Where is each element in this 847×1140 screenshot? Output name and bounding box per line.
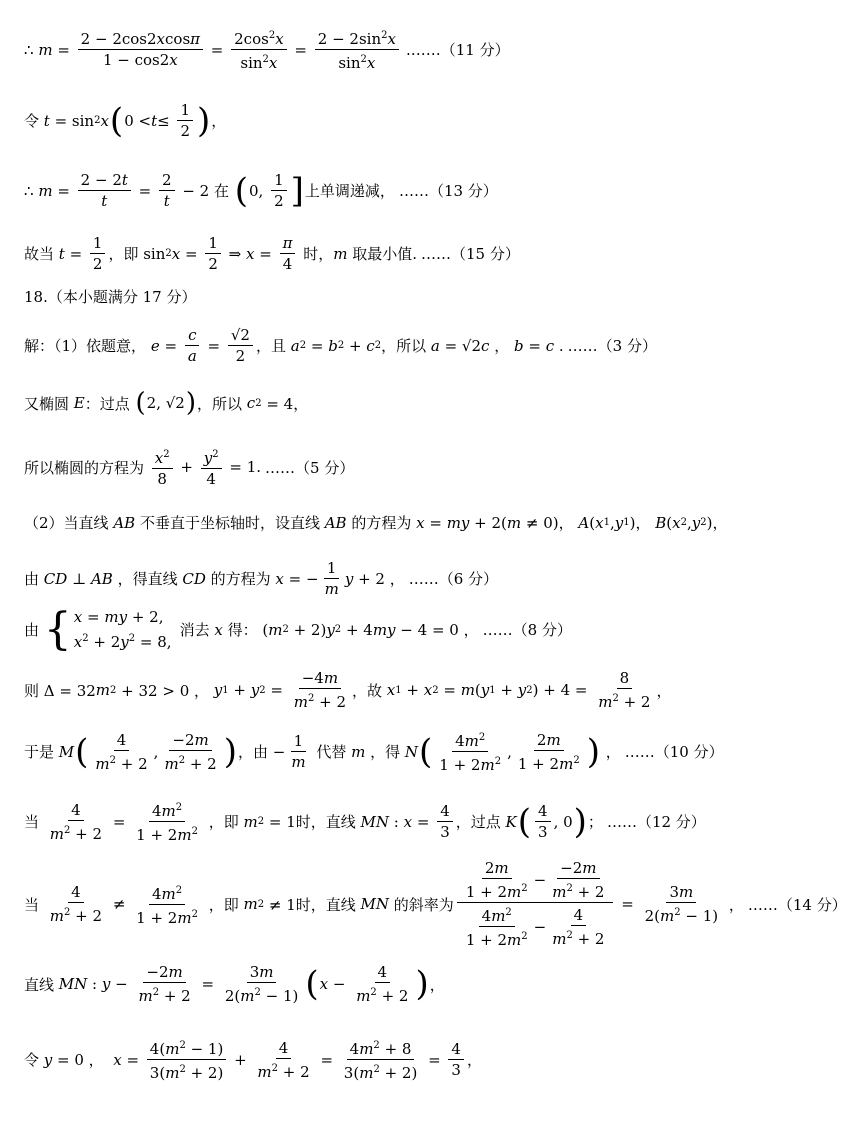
solution-line-13: ∴ m = $\frac{2 - 2t}{t}$ = $\frac{2}{t}$ − 2 在 ( 0, $\frac{1}{2}$ ] 上单调递减， ……（13 分） bbox=[24, 170, 498, 211]
solution-line-mn: 直线 MN : y − $\frac{-2m}{m^2 + 2}$ = $\frac{3m}{2(m^2 - 1)}$ ( x − $\frac{4}{m^2 + 2}$ ) ， bbox=[24, 963, 445, 1005]
solution-line-6: 由 CD ⊥ AB ，得直线 CD 的方程为 x = − $\frac{1}{m}$ y + 2 ， ……（6 分） bbox=[24, 559, 499, 598]
solution-line-15: 故当 t = $\frac{1}{2}$ ，即 sin 2 x = $\frac{1}{2}$ ⇒ x = $\frac{\pi}{4}$ 时， m 取最小值. ……（15 分） bbox=[24, 234, 520, 273]
solution-line-point: 又椭圆 E ：过点 ( 2, √2 ) ，所以 c 2 = 4， bbox=[24, 388, 309, 418]
problem-18-heading bbox=[24, 286, 196, 307]
solution-line-part2: （2）当直线 AB 不垂直于坐标轴时，设直线 AB 的方程为 x = my + 2( m ≠ 0)， A ( x 1 , y 1 )， B ( x 2 , y 2 )， bbox=[24, 513, 728, 532]
solution-line-10: 于是 M ( $\frac{4}{m^2 + 2}$ , $\frac{-2m}{m^2 + 2}$ ) ，由 − $\frac{1}{m}$ 代替 m ，得 N ( $\frac{4m^2}{1 + 2m^2}$ , $\frac{2m}{1 + 2m^2}$ ) ， ……（10 分） bbox=[24, 728, 724, 775]
solution-line-14: 当 $\frac{4}{m^2 + 2}$ ≠ $\frac{4m^2}{1 + 2m^2}$ ，即 m 2 ≠ 1时，直线 MN 的斜率为 $\frac{2m}{1 + 2m^2}$ − $\frac{-2m}{m^2 + 2}$ $\frac{4m^2}{1 + 2m^2}$ − $\frac{4}{m^2 + 2}$ = $\frac{3m}{2(m^2 - 1)}$ ， ……（14 分） bbox=[24, 859, 847, 949]
solution-line-5: 所以椭圆的方程为 $\frac{x^2}{8}$ + $\frac{y^2}{4}$ = 1. ……（5 分） bbox=[24, 445, 354, 489]
solution-line-12: 当 $\frac{4}{m^2 + 2}$ = $\frac{4m^2}{1 + 2m^2}$ ，即 m 2 = 1时，直线 MN : x = $\frac{4}{3}$ ，过点 K ( $\frac{4}{3}$ , 0 ) ； ……（12 分） bbox=[24, 798, 706, 845]
solution-line-8: 由 { x = my + 2, $x^2 + 2y^2 = 8$, 消去 x 得： ( m 2 + 2) y 2 + 4 my − 4 = 0 ， ……（8 分） bbox=[24, 603, 572, 655]
problem-18-title: 18.（本小题满分 17 分） bbox=[24, 288, 197, 306]
solution-line-11: ∴ m = $\frac{2 - 2\cos 2xcos\pi}{1 - \cos 2x}$ = $\frac{2\cos^2x}{\sin^2x}$ = $\frac{2 - 2\sin^2x}{\sin^2x}$ .……（11 分） bbox=[24, 26, 510, 73]
solution-line-y0: 令 y = 0 ， x = $\frac{4(m^2 - 1)}{3(m^2 + 2)}$ + $\frac{4}{m^2 + 2}$ = $\frac{4m^2 + 8}{3(m^2 + 2)}$ = $\frac{4}{3}$ ， bbox=[24, 1036, 482, 1083]
solution-line-3: 解：（1）依题意， e = $\frac{c}{a}$ = $\frac{√2}{2}$ ，且 a 2 = b 2 + c 2 ，所以 a = √2 c ， b = c . ……（3 分） bbox=[24, 326, 657, 365]
solution-line-sum: 则 Δ = 32 m 2 + 32 > 0 ， y 1 + y 2 = $\frac{-4m}{m^2 + 2}$ ，故 x 1 + x 2 = m ( y 1 + y 2 ) + 4 = $\frac{8}{m^2 + 2}$ ， bbox=[24, 669, 672, 711]
solution-line-t-def: 令 t = sin 2 x ( 0 < t ≤ $\frac{1}{2}$ ) ， bbox=[24, 100, 227, 141]
